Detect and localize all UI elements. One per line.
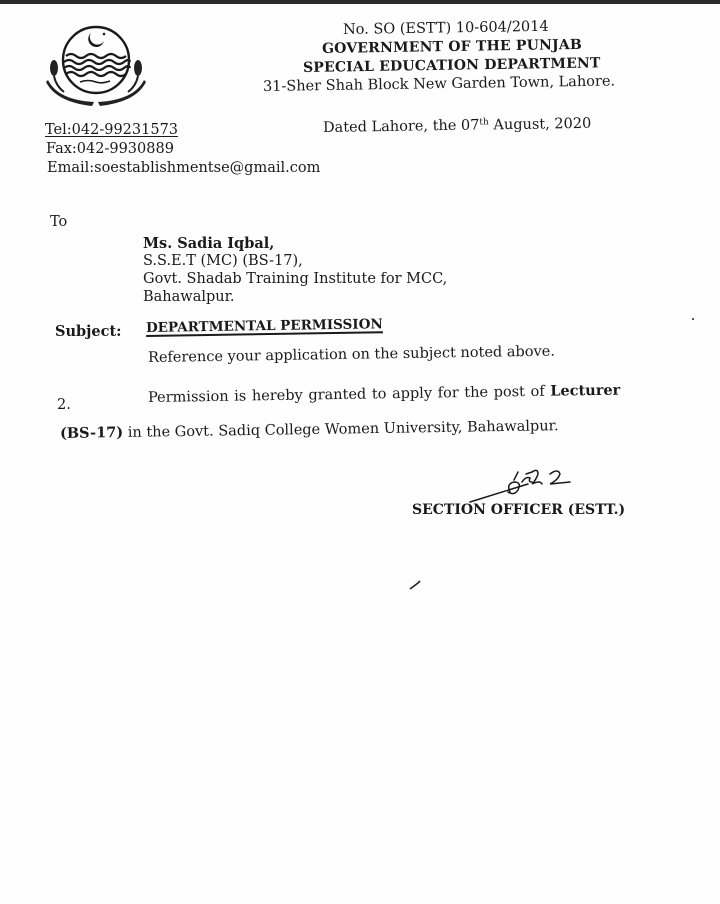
department-address: 31-Sher Shah Block New Garden Town, Lahore. (262, 73, 616, 95)
signatory-title: SECTION OFFICER (ESTT.) (412, 502, 626, 518)
date-ordinal-suffix: th (479, 117, 489, 128)
stray-dot (692, 318, 694, 320)
paragraph-2-line-1 (148, 382, 621, 406)
letter-date (323, 116, 592, 136)
paragraph-2-text: Permission is hereby granted to apply for the post of (147, 383, 551, 406)
stray-pen-mark (408, 580, 422, 590)
paragraph-2-line-2 (60, 417, 559, 442)
recipient-designation: S.S.E.T (MC) (BS-17), (143, 253, 303, 269)
government-title: GOVERNMENT OF THE PUNJAB (321, 36, 583, 57)
fax-number: Fax:042-9930889 (46, 141, 174, 157)
recipient-institution: Govt. Shadab Training Institute for MCC, (143, 271, 448, 287)
paragraph-2-number: 2. (57, 397, 71, 413)
department-title: SPECIAL EDUCATION DEPARTMENT (302, 55, 601, 76)
recipient-city: Bahawalpur. (143, 289, 235, 305)
email-address: Email:soestablishmentse@gmail.com (47, 160, 321, 176)
to-label: To (50, 214, 68, 230)
telephone-number: Tel:042-99231573 (45, 122, 179, 138)
post-title: Lecturer (550, 381, 621, 400)
scan-edge (0, 0, 720, 4)
paragraph-1: Reference your application on the subject noted above. (147, 343, 556, 366)
date-rest: August, 2020 (488, 115, 592, 134)
recipient-name: Ms. Sadia Iqbal, (143, 235, 275, 252)
punjab-government-emblem-icon (42, 22, 148, 108)
paragraph-2-continuation: in the Govt. Sadiq College Women University, Bahawalpur. (123, 418, 559, 442)
date-prefix: Dated Lahore, the 07 (322, 117, 480, 136)
signature-icon (466, 462, 591, 506)
reference-number: No. SO (ESTT) 10-604/2014 (342, 18, 549, 38)
subject-text: DEPARTMENTAL PERMISSION (145, 316, 383, 336)
post-grade: (BS-17) (59, 424, 124, 442)
subject-label: Subject: (55, 323, 122, 340)
